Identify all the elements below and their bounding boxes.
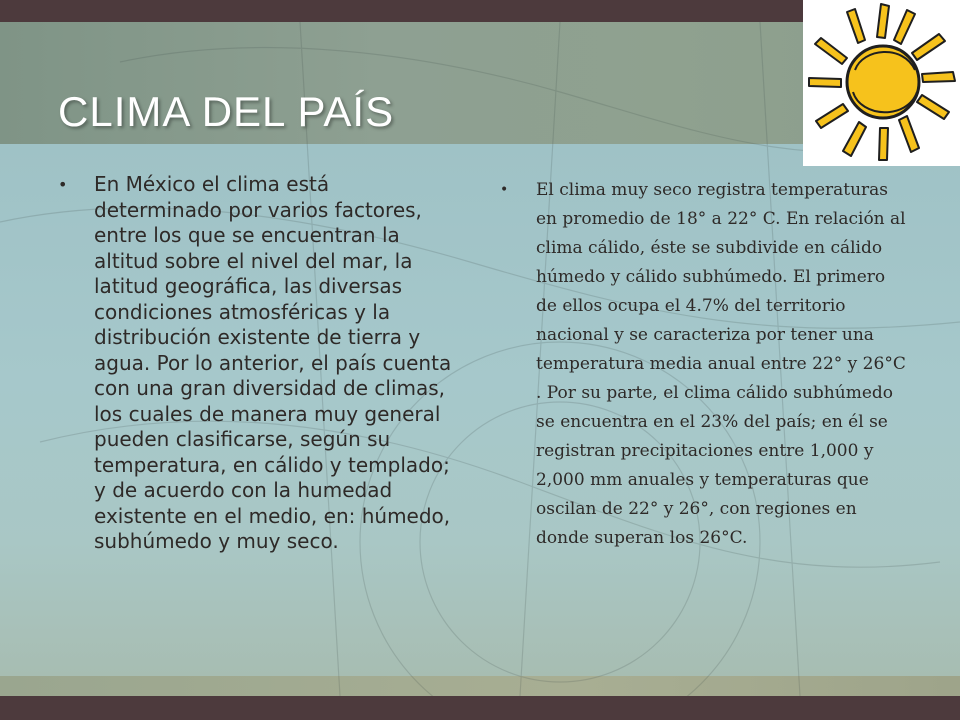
bullet-marker: • [500, 182, 509, 198]
right-bullet-text: El clima muy seco registra temperaturas en promedio de 18° a 22° C. En relación al clima cálido, éste se subdivide en cálido húmedo y cálido subhúmedo. El primero de ellos ocupa el 4.7% del territorio nacional y se caracteriza por tener una temperatura media anual entre 22° y 26°C . Por su parte, el clima cálido subhúmedo se encuentra en el 23% del país; en él se registran precipitaciones entre 1,000 y 2,000 mm anuales y temperaturas que oscilan de 22° y 26°, con regiones en donde superan los 26°C. [536, 180, 906, 548]
bullet-marker: • [58, 175, 68, 194]
footer-strip [0, 676, 960, 696]
bullet-item [500, 176, 910, 553]
left-column [58, 172, 458, 555]
slide-title: CLIMA DEL PAÍS [58, 88, 395, 135]
bottom-band [0, 696, 960, 720]
right-column [500, 176, 910, 553]
left-bullet-text: En México el clima está determinado por varios factores, entre los que se encuentran la altitud sobre el nivel del mar, la latitud geográfica, las diversas condiciones atmosféricas y la distribución existente de tierra y agua. Por lo anterior, el país cuenta con una gran diversidad de climas, los cuales de manera muy general pueden clasificarse, según su temperatura, en cálido y templado; y de acuerdo con la humedad existente en el medio, en: húmedo, subhúmedo y muy seco. [94, 172, 452, 553]
sun-image [803, 0, 960, 166]
bullet-item [58, 172, 458, 555]
sun-icon [803, 0, 960, 166]
